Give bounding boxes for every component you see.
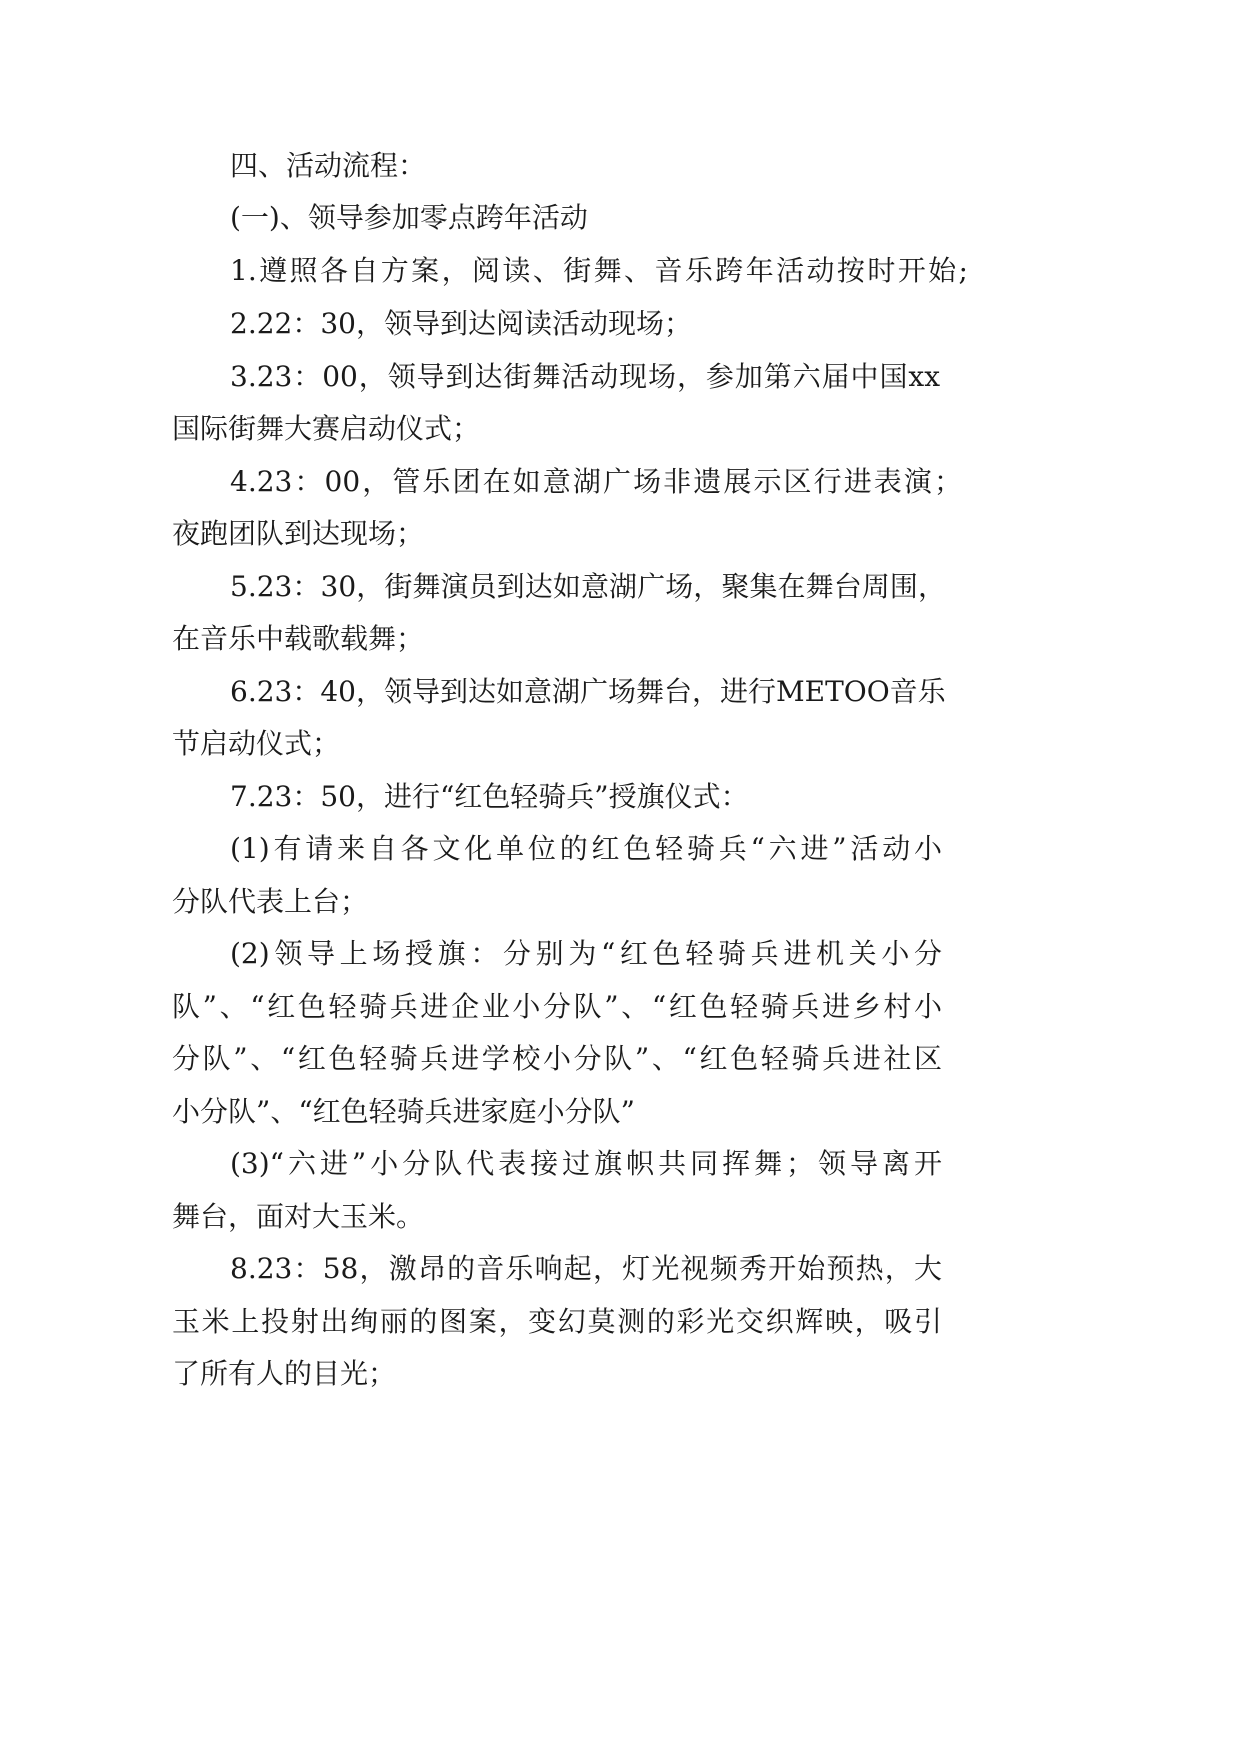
paragraph-line: 2.22：30，领导到达阅读活动现场； [230, 307, 692, 340]
paragraph-line: 8.23：58，激昂的音乐响起，灯光视频秀开始预热，大 [230, 1252, 942, 1285]
paragraph-line: 分队”、“红色轻骑兵进学校小分队”、“红色轻骑兵进社区 [172, 1042, 942, 1075]
section-heading: 四、活动流程： [230, 149, 427, 182]
paragraph-line: 分队代表上台； [172, 885, 369, 918]
paragraph-line: 小分队”、“红色轻骑兵进家庭小分队” [172, 1095, 635, 1128]
paragraph-line: 玉米上投射出绚丽的图案，变幻莫测的彩光交织辉映，吸引 [172, 1305, 942, 1338]
paragraph-line: 4.23：00，管乐团在如意湖广场非遗展示区行进表演； [230, 465, 962, 498]
paragraph-line: 5.23：30，街舞演员到达如意湖广场，聚集在舞台周围， [230, 570, 946, 603]
paragraph-line: 了所有人的目光； [172, 1357, 397, 1390]
paragraph-line: 国际街舞大赛启动仪式； [172, 412, 481, 445]
paragraph-line: 3.23：00，领导到达街舞活动现场，参加第六届中国xx [230, 360, 940, 393]
paragraph-line: 节启动仪式； [172, 727, 341, 760]
paragraph-line: (2)领导上场授旗：分别为“红色轻骑兵进机关小分 [230, 937, 942, 970]
paragraph-line: 队”、“红色轻骑兵进企业小分队”、“红色轻骑兵进乡村小 [172, 990, 942, 1023]
paragraph-line: 1.遵照各自方案，阅读、街舞、音乐跨年活动按时开始; [230, 254, 968, 287]
paragraph-line: 在音乐中载歌载舞； [172, 622, 425, 655]
paragraph-line: 舞台，面对大玉米。 [172, 1200, 425, 1233]
subsection-heading: (一)、领导参加零点跨年活动 [230, 201, 588, 234]
paragraph-line: 6.23：40，领导到达如意湖广场舞台，进行METOO音乐 [230, 675, 946, 708]
paragraph-line: 7.23：50，进行“红色轻骑兵”授旗仪式： [230, 780, 749, 813]
paragraph-line: (3)“六进”小分队代表接过旗帜共同挥舞；领导离开 [230, 1147, 942, 1180]
paragraph-line: 夜跑团队到达现场； [172, 517, 425, 550]
paragraph-line: (1)有请来自各文化单位的红色轻骑兵“六进”活动小 [230, 832, 942, 865]
